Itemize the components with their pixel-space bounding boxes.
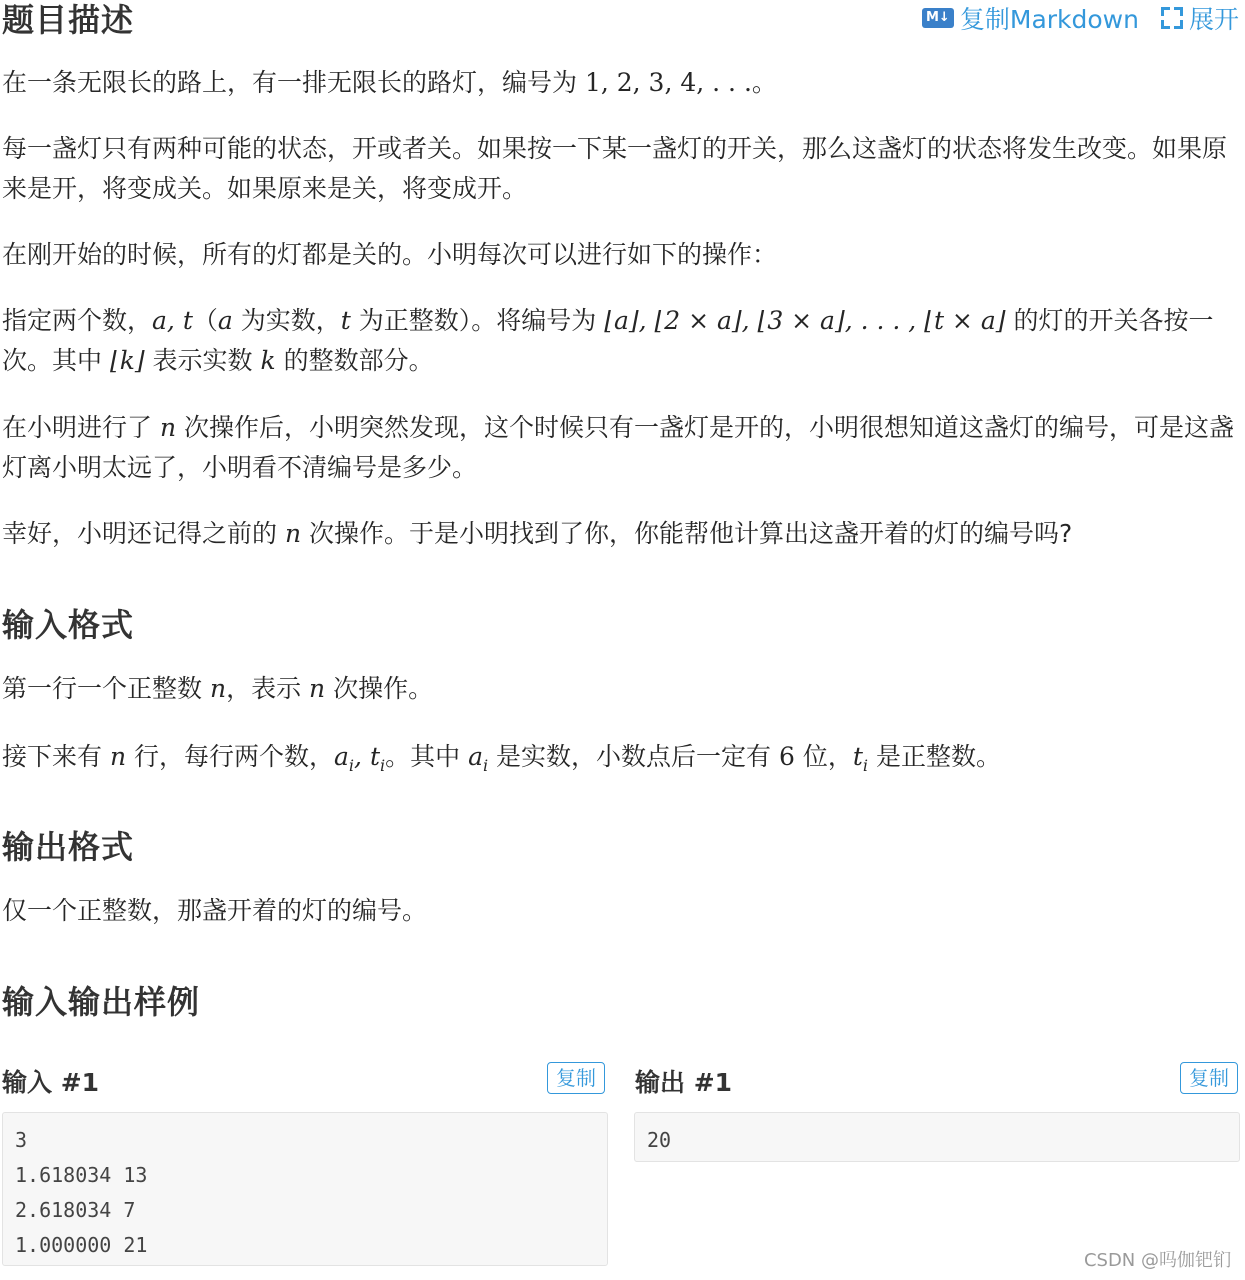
- description-paragraph-3: 在刚开始的时候，所有的灯都是关的。小明每次可以进行如下的操作：: [2, 240, 778, 269]
- math-floor-sequence: ⌊a⌋, ⌊2 × a⌋, ⌊3 × a⌋, . . . , ⌊t × a⌋: [604, 306, 1006, 335]
- input-format-title: 输入格式: [2, 606, 135, 644]
- sample-input-label: 输入 #1: [2, 1068, 100, 1097]
- output-format-title: 输出格式: [2, 828, 135, 866]
- sample-output-label: 输出 #1: [635, 1068, 733, 1097]
- description-paragraph-2: 每一盏灯只有两种可能的状态，开或者关。如果按一下某一盏灯的开关，那么这盏灯的状态将发生改变。如果原来是开，将变成关。如果原来是关，将变成开。: [2, 134, 1228, 203]
- page-title: 题目描述: [2, 1, 135, 39]
- description-paragraph-1: 在一条无限长的路上，有一排无限长的路灯，编号为 1, 2, 3, 4, . . .。: [2, 68, 777, 97]
- sample-output-box[interactable]: 20: [634, 1112, 1240, 1162]
- description-paragraph-6: 幸好，小明还记得之前的 n 次操作。于是小明找到了你，你能帮他计算出这盏开着的灯的编号吗?: [2, 519, 1073, 548]
- samples-title: 输入输出样例: [2, 983, 201, 1021]
- expand-button[interactable]: [1161, 0, 1239, 36]
- copy-input-button[interactable]: 复制: [547, 1062, 605, 1094]
- watermark: CSDN @吗伽钯钔: [1083, 1250, 1231, 1271]
- expand-icon: [1161, 7, 1183, 29]
- output-format-text: 仅一个正整数，那盏开着的灯的编号。: [2, 896, 428, 925]
- math-lamp-sequence: 1, 2, 3, 4, . . .: [584, 68, 752, 97]
- description-paragraph-5: 在小明进行了 n 次操作后，小明突然发现，这个时候只有一盏灯是开的，小明很想知道这盏灯的编号，可是这盏灯离小明太远了，小明看不清编号是多少。: [2, 413, 1235, 482]
- copy-output-button[interactable]: 复制: [1180, 1062, 1238, 1094]
- header-actions: [922, 0, 1239, 36]
- expand-label: 展开: [1188, 5, 1239, 34]
- copy-markdown-label: 复制Markdown: [959, 5, 1139, 34]
- description-paragraph-4: 指定两个数，a, t（a 为实数，t 为正整数）。将编号为 ⌊a⌋, ⌊2 × a⌋, ⌊3 × a⌋, . . . , ⌊t × a⌋ 的灯的开关各按一次。其中 ⌊k⌋ 表示实数 k 的整数部分。: [2, 306, 1214, 375]
- copy-markdown-button[interactable]: [922, 0, 1139, 36]
- markdown-icon: M↓: [922, 8, 954, 28]
- input-format-line-2: 接下来有 n 行，每行两个数，$a_i$, $t_i$。其中 $a_i$ 是实数，小数点后一定有 6 位，$t_i$ 是正整数。: [2, 742, 1001, 775]
- input-format-line-1: 第一行一个正整数 n，表示 n 次操作。: [2, 674, 434, 703]
- sample-input-box[interactable]: 3 1.618034 13 2.618034 7 1.000000 21: [2, 1112, 608, 1266]
